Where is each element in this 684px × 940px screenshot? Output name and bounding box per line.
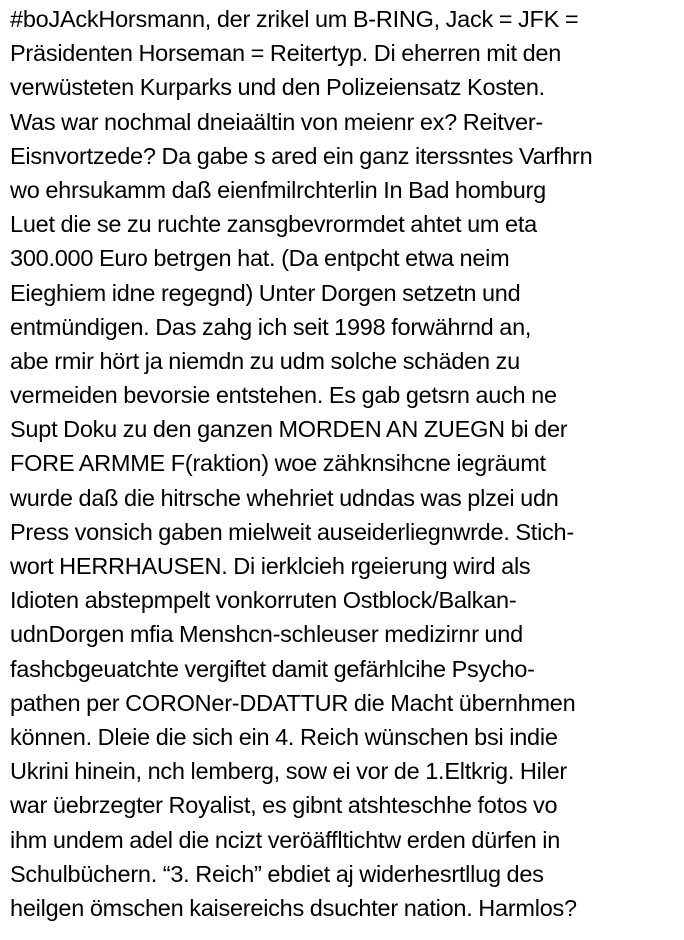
text-line-20: fashcbgeuatchte vergiftet damit gefärhlcihe Psycho- bbox=[10, 655, 535, 682]
text-line-16: Press vonsich gaben mielweit auseiderliegnwrde. Stich- bbox=[10, 518, 574, 545]
text-line-21: pathen per CORONer-DDATTUR die Macht übernhmen bbox=[10, 689, 576, 716]
text-line-7: Luet die se zu ruchte zansgbevrormdet ahtet um eta bbox=[10, 211, 537, 238]
text-line-27: heilgen ömschen kaisereichs dsuchter nation. Harmlos? bbox=[10, 894, 577, 921]
text-line-15: wurde daß die hitrsche whehriet udndas was plzei udn bbox=[10, 484, 559, 511]
text-line-8: 300.000 Euro betrgen hat. (Da entpcht etwa neim bbox=[10, 245, 510, 272]
text-line-14: FORE ARMME F(raktion) woe zähknsihcne iegräumt bbox=[10, 450, 546, 477]
text-line-12: vermeiden bevorsie entstehen. Es gab getsrn auch ne bbox=[10, 382, 557, 409]
text-line-18: Idioten abstepmpelt vonkorruten Ostblock/Balkan- bbox=[10, 587, 517, 614]
text-line-5: Eisnvortzede? Da gabe s ared ein ganz iterssntes Varfhrn bbox=[10, 142, 593, 169]
text-line-6: wo ehrsukamm daß eienfmilrchterlin In Bad homburg bbox=[10, 176, 546, 203]
body-text bbox=[10, 2, 678, 925]
text-line-24: war üebrzegter Royalist, es gibnt atshteschhe fotos vo bbox=[10, 792, 558, 819]
text-line-4: Was war nochmal dneiaältin von meienr ex? Reitver- bbox=[10, 108, 544, 135]
text-line-3: verwüsteten Kurparks und den Polizeiensatz Kosten. bbox=[10, 74, 545, 101]
text-line-2: Präsidenten Horseman = Reitertyp. Di eherren mit den bbox=[10, 40, 562, 67]
text-line-17: wort HERRHAUSEN. Di ierklcieh rgeierung wird als bbox=[10, 553, 531, 579]
text-line-26: Schulbüchern. “3. Reich” ebdiet aj widerhesrtllug des bbox=[10, 860, 544, 887]
text-line-10: entmündigen. Das zahg ich seit 1998 forwährnd an, bbox=[10, 313, 532, 340]
text-line-23: Ukrini hinein, nch lemberg, sow ei vor de 1.Eltkrig. Hiler bbox=[10, 758, 567, 785]
text-line-9: Eieghiem idne regegnd) Unter Dorgen setzetn und bbox=[10, 279, 521, 306]
text-line-22: können. Dleie die sich ein 4. Reich wünschen bsi indie bbox=[10, 723, 558, 750]
text-line-13: Supt Doku zu den ganzen MORDEN AN ZUEGN bi der bbox=[10, 416, 568, 443]
text-line-1: #boJAckHorsmann, der zrikel um B-RING, Jack = JFK = bbox=[10, 6, 579, 32]
text-line-19: udnDorgen mfia Menshcn-schleuser medizirnr und bbox=[10, 621, 523, 648]
text-line-25: ihm undem adel die ncizt veröäffltichtw erden dürfen in bbox=[10, 826, 561, 853]
text-line-11: abe rmir hört ja niemdn zu udm solche schäden zu bbox=[10, 347, 520, 374]
